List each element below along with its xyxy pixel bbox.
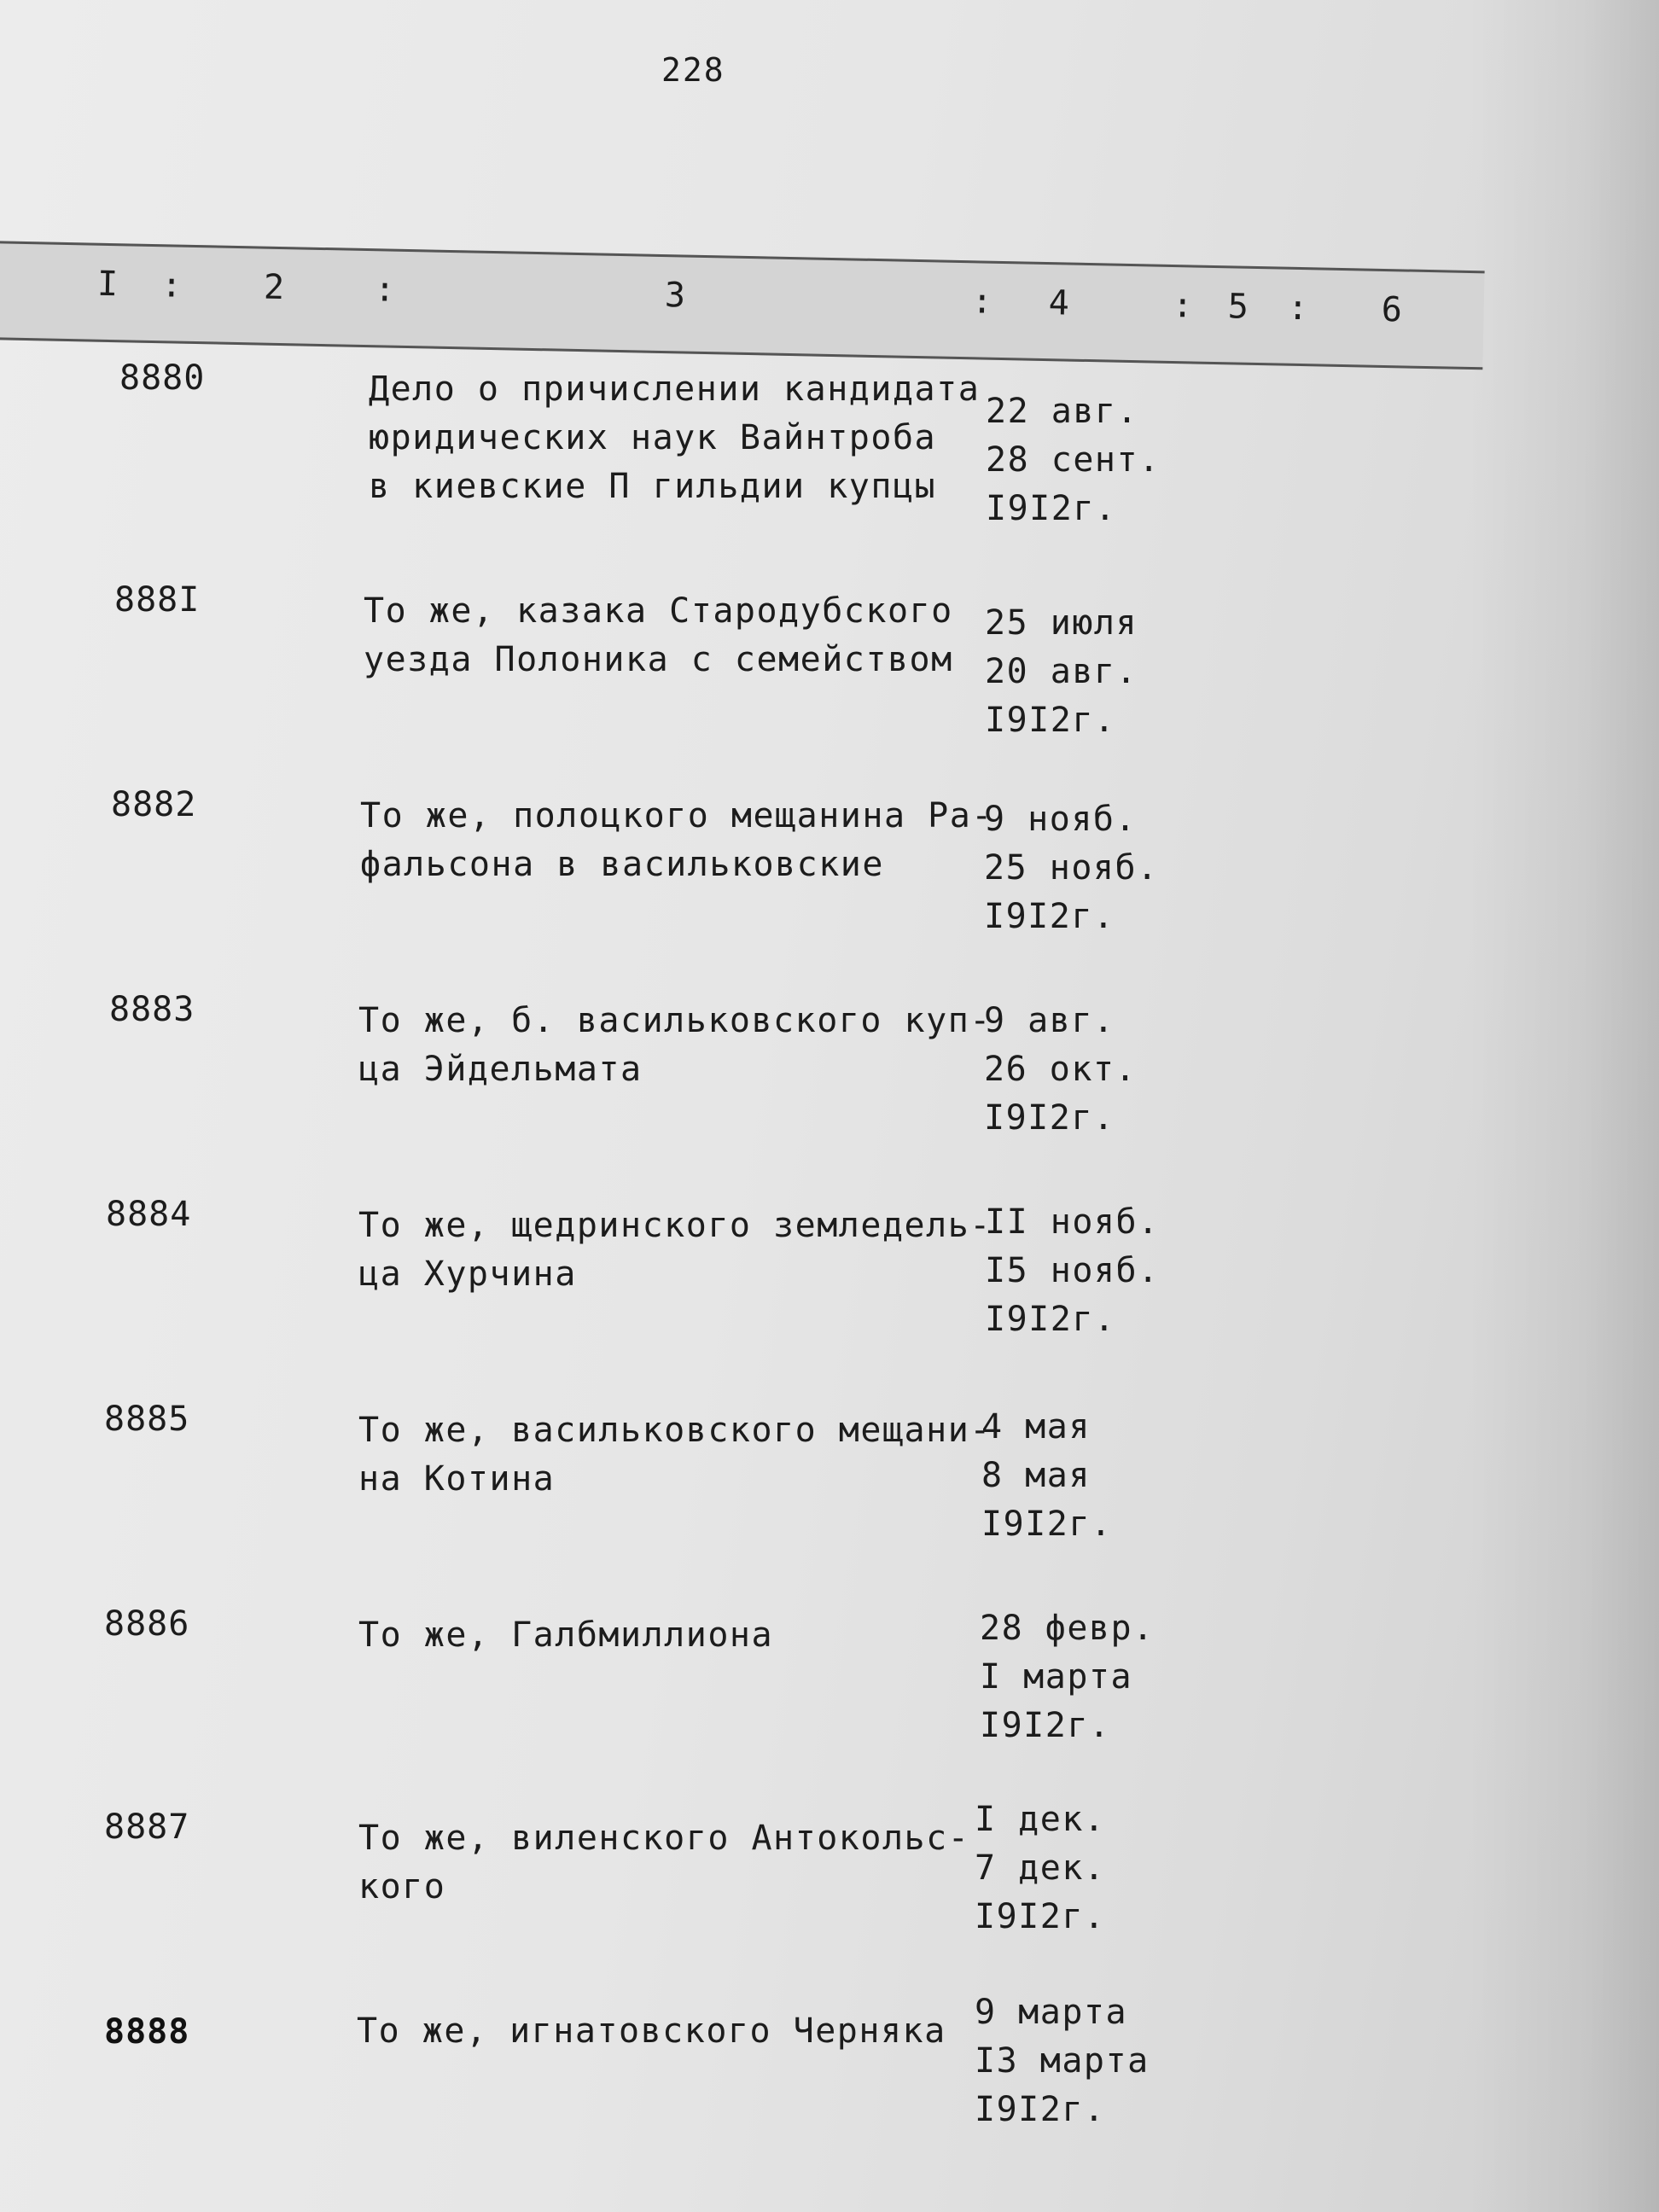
description-line: То же, казака Стародубского <box>364 591 953 631</box>
description-line: на Котина <box>358 1459 556 1499</box>
column-header-5: 5 <box>1227 287 1249 327</box>
entry-dates <box>981 1403 1203 1549</box>
column-header-6: 6 <box>1381 289 1403 330</box>
date-year: I9I2г. <box>985 701 1116 740</box>
date-start: 28 февр. <box>980 1609 1155 1648</box>
register-entry <box>104 1400 1384 1587</box>
description-line: в киевские П гильдии купцы <box>369 467 937 506</box>
date-year: I9I2г. <box>980 1706 1111 1745</box>
date-end: 28 сент. <box>986 440 1161 480</box>
register-entry <box>119 358 1400 546</box>
date-year: I9I2г. <box>984 1098 1115 1138</box>
column-separator: : <box>374 270 396 310</box>
entry-description <box>358 1202 1007 1299</box>
date-start: 22 авг. <box>986 392 1139 431</box>
entry-description <box>358 997 1007 1094</box>
entry-dates <box>975 1796 1196 1941</box>
register-entry <box>104 1604 1384 1792</box>
entry-dates <box>975 1988 1196 2134</box>
column-header-row <box>0 241 1485 370</box>
entry-number: 8886 <box>104 1604 190 1644</box>
entry-description <box>357 2007 1005 2056</box>
date-start: 25 июля <box>985 603 1138 643</box>
register-entry <box>109 990 1389 1178</box>
date-start: 9 марта <box>975 1993 1128 2032</box>
description-line: Дело о причислении кандидата <box>369 370 981 409</box>
date-end: I3 марта <box>975 2041 1150 2081</box>
date-end: 25 нояб. <box>984 848 1159 888</box>
description-line: кого <box>358 1867 446 1906</box>
date-end: 8 мая <box>981 1456 1091 1495</box>
entry-description <box>358 1814 1007 1912</box>
page-number: 228 <box>661 51 725 89</box>
description-line: уезда Полоника с семейством <box>364 640 953 679</box>
date-year: I9I2г. <box>975 2090 1106 2129</box>
entry-description <box>364 587 1012 684</box>
entry-number: 888I <box>114 580 201 620</box>
entry-number: 8885 <box>104 1400 190 1439</box>
entry-dates <box>985 1198 1207 1344</box>
column-header-2: 2 <box>263 267 285 308</box>
entry-number: 8887 <box>104 1807 190 1847</box>
description-line: То же, виленского Антокольс- <box>358 1819 970 1858</box>
date-year: I9I2г. <box>986 489 1117 528</box>
register-entry <box>114 580 1394 768</box>
entry-dates <box>980 1604 1202 1750</box>
date-year: I9I2г. <box>984 897 1115 936</box>
entry-number: 8883 <box>109 990 195 1029</box>
entry-number: 8888 <box>104 2012 190 2052</box>
entry-number: 8880 <box>119 358 206 398</box>
register-entry <box>104 1993 1384 2200</box>
date-start: 9 нояб. <box>984 800 1138 839</box>
column-separator: : <box>1172 285 1194 326</box>
date-start: 4 мая <box>981 1407 1091 1447</box>
description-line: фальсона в васильковские <box>360 845 884 884</box>
entry-number: 8882 <box>111 785 197 824</box>
entry-description <box>369 365 1017 511</box>
column-separator: : <box>1287 288 1309 329</box>
entry-description <box>358 1611 1007 1660</box>
date-end: I5 нояб. <box>985 1251 1160 1290</box>
column-header-4: 4 <box>1048 283 1070 323</box>
date-end: 20 авг. <box>985 652 1138 691</box>
column-separator: : <box>971 282 993 322</box>
description-line: То же, щедринского земледель- <box>358 1206 992 1245</box>
date-start: II нояб. <box>985 1202 1160 1242</box>
date-end: I марта <box>980 1657 1133 1697</box>
page-edge-shadow <box>1468 0 1659 2212</box>
description-line: ца Хурчина <box>358 1254 577 1294</box>
description-line: юридических наук Вайнтроба <box>369 418 937 457</box>
column-separator: : <box>160 265 183 306</box>
entry-description <box>358 1406 1007 1504</box>
date-year: I9I2г. <box>981 1505 1113 1544</box>
description-line: ца Эйдельмата <box>358 1050 643 1089</box>
date-start: I дек. <box>975 1800 1106 1839</box>
date-start: 9 авг. <box>984 1001 1115 1040</box>
column-header-3: 3 <box>664 276 686 316</box>
description-line: То же, б. васильковского куп- <box>358 1001 992 1040</box>
description-line: То же, Галбмиллиона <box>358 1615 774 1655</box>
entry-dates <box>984 795 1206 941</box>
column-header-1: I <box>96 264 119 305</box>
description-line: То же, полоцкого мещанина Ра- <box>360 796 993 835</box>
date-end: 7 дек. <box>975 1848 1106 1888</box>
entry-dates <box>986 387 1208 533</box>
entry-dates <box>984 997 1206 1143</box>
date-year: I9I2г. <box>975 1897 1106 1936</box>
date-year: I9I2г. <box>985 1300 1116 1339</box>
register-entry <box>111 785 1391 973</box>
entry-number: 8884 <box>106 1195 192 1234</box>
entry-description <box>360 792 1009 889</box>
description-line: То же, игнатовского Черняка <box>357 2011 946 2051</box>
entry-dates <box>985 599 1207 745</box>
register-entry <box>106 1195 1386 1382</box>
register-entry <box>104 1800 1384 1995</box>
date-end: 26 окт. <box>984 1050 1138 1089</box>
description-line: То же, васильковского мещани- <box>358 1411 992 1450</box>
